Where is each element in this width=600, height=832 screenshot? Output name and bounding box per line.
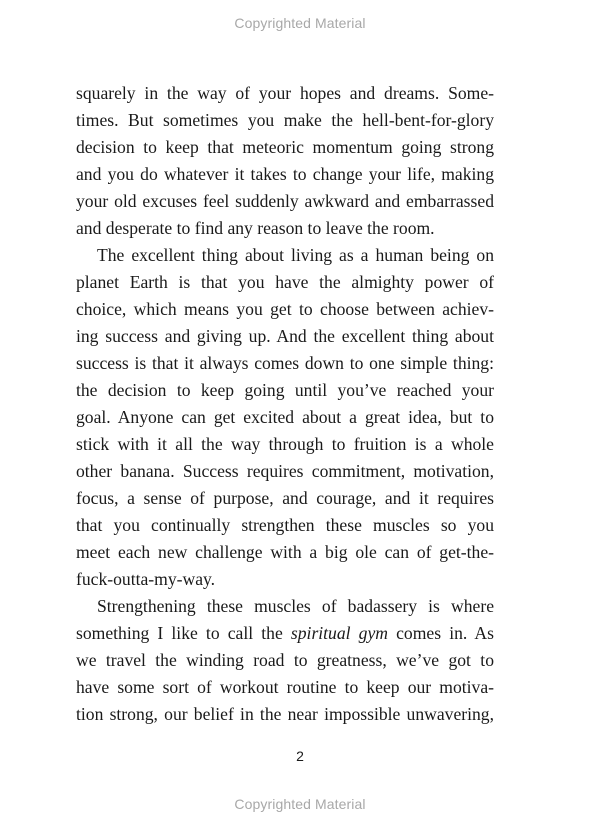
text-line: have some sort of workout routine to keep our motiva- — [76, 677, 494, 697]
text-line: stick with it all the way through to fruition is a whole — [76, 434, 494, 454]
text-line: focus, a sense of purpose, and courage, and it requires — [76, 488, 494, 508]
paragraph-3 — [76, 593, 494, 728]
text-line: times. But sometimes you make the hell-bent-for-glory — [76, 110, 494, 130]
text-line: squarely in the way of your hopes and dreams. Some- — [76, 83, 494, 103]
text-line: planet Earth is that you have the almighty power of — [76, 272, 494, 292]
italic-term: spiritual gym — [290, 623, 388, 643]
text-line: success is that it always comes down to one simple thing: — [76, 353, 494, 373]
text-line-mixed — [76, 620, 494, 647]
text-segment: comes in. As — [396, 623, 494, 643]
paragraph-1 — [76, 80, 494, 242]
copyright-watermark-top: Copyrighted Material — [234, 15, 366, 31]
text-line: the decision to keep going until you’ve reached your — [76, 380, 494, 400]
text-line: we travel the winding road to greatness, we’ve got to — [76, 650, 494, 670]
text-line: meet each new challenge with a big ole can of get-the- — [76, 542, 494, 562]
text-line: other banana. Success requires commitment, motivation, — [76, 461, 494, 481]
copyright-watermark-bottom: Copyrighted Material — [234, 796, 366, 812]
text-line: your old excuses feel suddenly awkward and embarrassed — [76, 191, 494, 211]
text-line: Strengthening these muscles of badassery is where — [97, 596, 494, 616]
text-line: tion strong, our belief in the near impossible unwavering, — [76, 704, 494, 724]
text-line: ing success and giving up. And the excellent thing about — [76, 326, 494, 346]
page-number: 2 — [296, 748, 304, 764]
text-line: choice, which means you get to choose between achiev- — [76, 299, 494, 319]
paragraph-2 — [76, 242, 494, 593]
text-segment: something I like to call the — [76, 623, 283, 643]
text-line: that you continually strengthen these muscles so you — [76, 515, 494, 535]
text-line: decision to keep that meteoric momentum going strong — [76, 137, 494, 157]
text-line: fuck-outta-my-way. — [76, 569, 216, 589]
text-line: goal. Anyone can get excited about a great idea, but to — [76, 407, 494, 427]
text-line: The excellent thing about living as a human being on — [97, 245, 494, 265]
text-line: and desperate to find any reason to leave the room. — [76, 218, 435, 238]
page-text — [76, 80, 494, 728]
text-line: and you do whatever it takes to change your life, making — [76, 164, 494, 184]
